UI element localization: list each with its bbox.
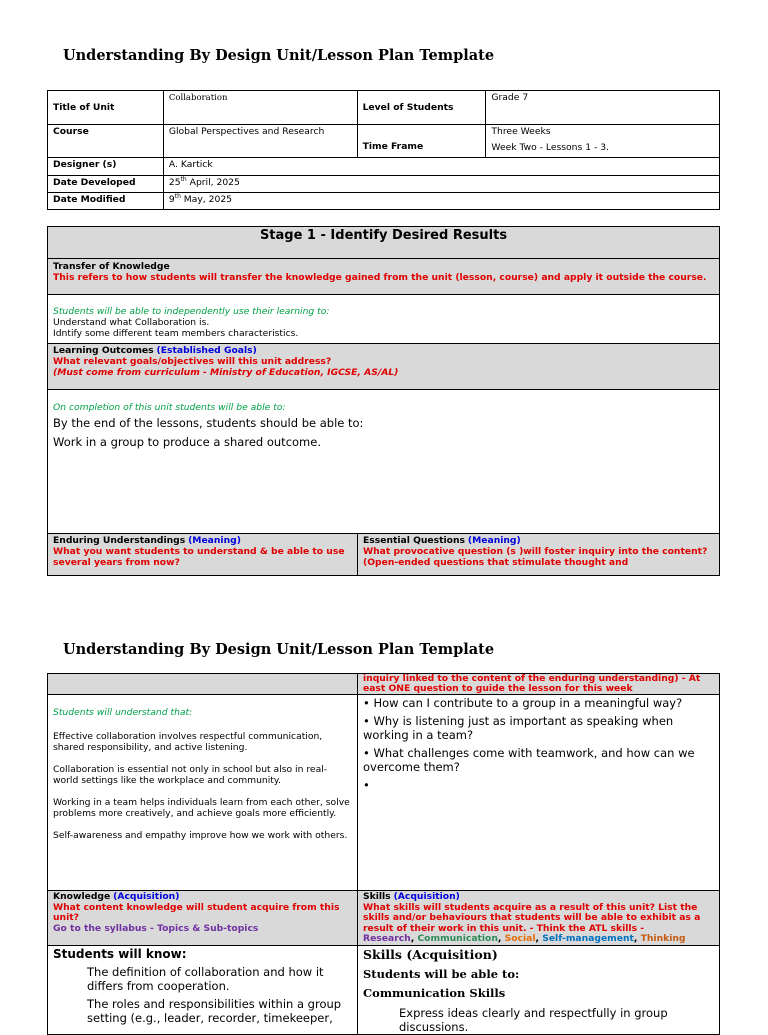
time-frame-label: Time Frame (357, 125, 486, 158)
question-item (363, 714, 714, 742)
transfer-desc: This refers to how students will transfer the knowledge gained from the unit (lesson, course) and apply it outside the course. (53, 272, 707, 283)
atl-communication: Communication (417, 933, 498, 944)
able-to: Students will be able to: (363, 967, 520, 981)
atl-self-management: Self-management (542, 933, 634, 944)
developed-rest: April, 2025 (186, 177, 240, 188)
understand-intro: Students will understand that: (53, 707, 193, 718)
knowledge-desc: What content knowledge will student acquire from this unit? (53, 901, 340, 923)
knowledge-label: Knowledge (53, 891, 111, 902)
outcomes-line-2: Work in a group to produce a shared outcome. (53, 435, 321, 449)
date-developed-value (163, 176, 719, 193)
date-modified-value (163, 193, 719, 210)
know-2: The roles and responsibilities within a group setting (e.g., leader, recorder, timekeeper, (87, 997, 342, 1025)
skills-header (357, 890, 720, 946)
outcomes-header (47, 343, 720, 390)
date-modified-label: Date Modified (48, 193, 164, 210)
understand-p2: Collaboration is essential not only in school but also in real-world settings like the workplace and community. (53, 764, 328, 786)
atl-research: Research (363, 933, 411, 944)
essential-label: Essential Questions (363, 535, 465, 546)
outcomes-line-1: By the end of the lessons, students should be able to: (53, 416, 364, 430)
essential-cont-header (357, 673, 720, 695)
course-label: Course (48, 125, 164, 158)
transfer-line-1: Understand what Collaboration is. (53, 317, 210, 328)
questions-list (363, 696, 714, 792)
enduring-cont-header (47, 673, 358, 695)
comma: , (497, 933, 505, 944)
transfer-label: Transfer of Knowledge (53, 261, 170, 272)
course-value: Global Perspectives and Research (163, 125, 357, 158)
outcomes-content (47, 389, 720, 534)
comma: , (410, 933, 418, 944)
unit-info-table (47, 90, 720, 210)
comma: , (633, 933, 641, 944)
comma: , (535, 933, 543, 944)
bullet: • (363, 714, 370, 728)
knowledge-content (47, 945, 358, 1035)
essential-header (357, 533, 720, 576)
outcomes-intro: On completion of this unit students will be able to: (53, 402, 286, 413)
question-text: How can I contribute to a group in a meaningful way? (373, 696, 683, 710)
understand-content (47, 694, 358, 891)
transfer-intro: Students will be able to independently use their learning to: (53, 306, 330, 317)
outcomes-tag: (Established Goals) (156, 345, 257, 356)
level-value: Grade 7 (486, 91, 720, 125)
understand-p4: Self-awareness and empathy improve how we work with others. (53, 830, 348, 841)
enduring-desc: What you want students to understand & be able to use several years from now? (53, 546, 345, 568)
title-of-unit-label: Title of Unit (48, 91, 164, 125)
enduring-label: Enduring Understandings (53, 535, 186, 546)
essential-tag: (Meaning) (467, 535, 521, 546)
knowledge-syllabus: Go to the syllabus - Topics & Sub-topics (53, 922, 259, 934)
bullet: • (363, 696, 370, 710)
bullet: • (363, 746, 370, 760)
communication-skills: Communication Skills (363, 986, 506, 1000)
enduring-header (47, 533, 358, 576)
transfer-line-2: Idntify some different team members characteristics. (53, 328, 299, 339)
time-frame-cell (486, 125, 720, 158)
knowledge-header (47, 890, 358, 946)
outcomes-question-1: What relevant goals/objectives will this unit address? (53, 356, 332, 367)
know-1: The definition of collaboration and how it differs from cooperation. (87, 965, 324, 993)
developed-suffix: th (180, 175, 187, 183)
outcomes-question-2: (Must come from curriculum - Ministry of Education, IGCSE, AS/AL) (53, 367, 399, 378)
question-text: Why is listening just as important as speaking when working in a team? (363, 714, 674, 742)
modified-day: 9 (168, 194, 175, 205)
will-know: Students will know: (53, 947, 187, 961)
modified-rest: May, 2025 (180, 194, 233, 205)
developed-day: 25 (168, 177, 181, 188)
atl-skills-line (363, 934, 714, 945)
question-item (363, 696, 714, 710)
understand-p1: Effective collaboration involves respectful communication, shared responsibility, and active listening. (53, 731, 323, 753)
skills-label: Skills (363, 891, 391, 902)
questions-content (357, 694, 720, 891)
transfer-header (47, 258, 720, 295)
atl-thinking: Thinking (640, 933, 686, 944)
question-item (363, 778, 714, 792)
outcomes-label: Learning Outcomes (53, 345, 154, 356)
time-frame-value-2: Week Two - Lessons 1 - 3. (491, 142, 609, 153)
designer-value: A. Kartick (163, 158, 719, 176)
designer-label: Designer (s) (48, 158, 164, 176)
skills-content (357, 945, 720, 1035)
question-item (363, 746, 714, 774)
essential-desc: What provocative question (s )will foster inquiry into the content? (Open-ended questions that stimulate thought and (363, 546, 708, 568)
stage1-heading: Stage 1 - Identify Desired Results (47, 226, 720, 259)
time-frame-value-1: Three Weeks (491, 126, 551, 137)
skills-desc: What skills will students acquire as a result of this unit? List the skills and/or behaviours that students will be able to exhibit as a result of their work in this unit. - Think the ATL skills - (363, 901, 701, 934)
skills-tag: (Acquisition) (393, 891, 460, 902)
modified-suffix: th (174, 192, 181, 200)
question-text: What challenges come with teamwork, and how can we overcome them? (363, 746, 695, 774)
enduring-tag: (Meaning) (188, 535, 241, 546)
title-of-unit-value: Collaboration (163, 91, 357, 125)
page-title: Understanding By Design Unit/Lesson Plan Template (63, 47, 495, 64)
bullet: • (363, 778, 370, 792)
essential-cont-desc: inquiry linked to the content of the enduring understanding) - At east ONE question to guide the lesson for this week (363, 673, 701, 694)
transfer-content (47, 294, 720, 344)
knowledge-tag: (Acquisition) (113, 891, 180, 902)
level-label: Level of Students (357, 91, 486, 125)
atl-social: Social (504, 933, 536, 944)
page-title-2: Understanding By Design Unit/Lesson Plan Template (63, 641, 495, 658)
comm-skill-1: Express ideas clearly and respectfully in group discussions. (399, 1006, 668, 1034)
skills-heading: Skills (Acquisition) (363, 947, 498, 962)
date-developed-label: Date Developed (48, 176, 164, 193)
understand-p3: Working in a team helps individuals learn from each other, solve problems more creatively, and achieve goals more efficiently. (53, 797, 350, 819)
